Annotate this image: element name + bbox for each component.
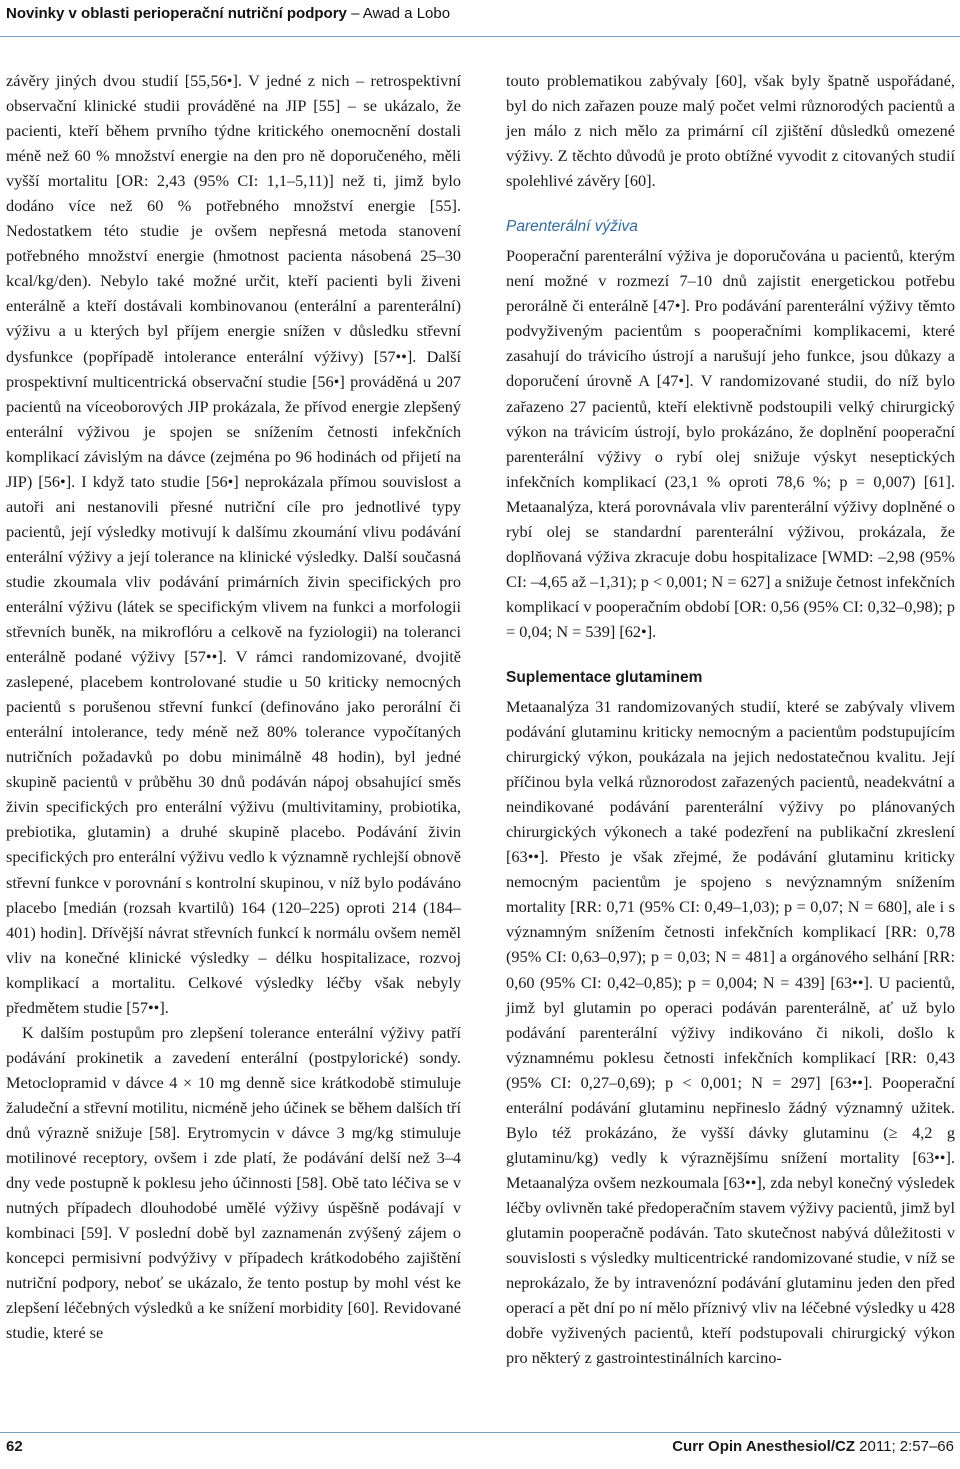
parenteral-paragraph-1: Pooperační parenterální výživa je doporučována u pacientů, kterým není možné v rozmezí 7–10 dnů zajistit energetickou potřebu perorálně či enterálně [47•]. Pro podávání parenterální výživy těmto podvyživeným pacientům s pooperačními komplikacemi, které zasahují do trávicího ústrojí a narušují jeho funkce, jsou důkazy a doporučení úrovně A [47•]. V randomizované studii, do níž bylo zařazeno 27 pacientů, kteří elektivně podstoupili velký chirurgický výkon na trávicím ústrojí, bylo prokázáno, že doplnění pooperační parenterální výživy o rybí olej snižuje výskyt neseptických infekčních komplikací (23,1 % oproti 78,6 %; p = 0,007) [61]. Metaanalýza, která porovnávala vliv parenterální výživy doplněné o rybí olej se standardní parenterální výživou, prokázala, že doplňovaná výživa zkracuje dobu hospitalizace [WMD: –2,98 (95% CI: –4,65 až –1,31); p < 0,001; N = 627] a snižuje četnost infekčních komplikací v pooperačním období [OR: 0,56 (95% CI: 0,32–0,98); p = 0,04; N = 539] [62•]. <box>506 246 955 641</box>
glutamine-paragraph-1: Metaanalýza 31 randomizovaných studií, které se zabývaly vlivem podávání glutaminu kriticky nemocným a pacientům podstupujícím chirurgický výkon, poukázala na jejich nedostatečnou kvalitu. Její příčinou byla velká různorodost zařazených pacientů, neadekvátní a neindikované podávání parenterální výživy po plánovaných chirurgických výkonech a také podezření na publikační zkreslení [63••]. Přesto je však zřejmé, že podávání glutaminu kriticky nemocným pacientům je spojeno s nevýznamným snížením mortality [RR: 0,71 (95% CI: 0,49–1,03); p = 0,07; N = 680], ale i s významným snížením četnosti infekčních komplikací [RR: 0,78 (95% CI: 0,63–0,97); p = 0,03; N = 481] a orgánového selhání [RR: 0,60 (95% CI: 0,42–0,85); p = 0,004; N = 439] [63••]. U pacientů, jimž byl glutamin po operaci podáván parenterálně, ať už bylo podávání parenterální výživy indikováno či nikoli, došlo k významnému poklesu četnosti infekčních komplikací [RR: 0,43 (95% CI: 0,27–0,69); p < 0,001; N = 297] [63••]. Pooperační enterální podávání glutaminu nepřineslo žádný významný užitek. Bylo též prokázáno, že vyšší dávky glutaminu (≥ 4,2 g glutaminu/kg) vedly k výraznějšímu snížení mortality [63••]. Metaanalýza ovšem nezkoumala [63••], zda nebyl konečný výsledek léčby ovlivněn také předoperačním stavem výživy pacientů, jimž byl glutamin pooperačně podáván. Tato skutečnost nabývá důležitosti v souvislosti s výsledky multicentrické randomizované studie, v níž se neprokázalo, že by intravenózní podávání glutaminu jeden den před operací a pět dní po ní mělo příznivý vliv na léčebné výsledky u 428 dobře vyživených pacientů, kteří podstupovali chirurgický výkon pro některý z gastrointestinálních karcino- <box>506 696 955 1368</box>
left-column <box>6 68 461 1345</box>
header-rule <box>0 36 960 37</box>
running-head-section: Novinky v oblasti perioperační nutriční podpory <box>6 5 347 22</box>
page-number: 62 <box>6 1438 23 1455</box>
section-heading-glutamine: Suplementace glutaminem <box>506 668 703 686</box>
footer-rule <box>0 1432 960 1433</box>
left-paragraph-2: K dalším postupům pro zlepšení tolerance enterální výživy patří podávání prokinetik a zavedení enterální (postpylorické) sondy. Metoclopramid v dávce 4 × 10 mg denně sice krátkodobě stimuluje žaludeční a střevní motilitu, nicméně jeho účinek se během dalších tří dnů výrazně snižuje [58]. Erytromycin v dávce 3 mg/kg stimuluje motilinové receptory, ovšem i zde platí, že podávání delší než 3–4 dny vede postupně k poklesu jeho účinnosti [58]. Obě tato léčiva se v nutných případech dlouhodobé umělé výživy úspěšně podávají v kombinaci [59]. V poslední době byl zaznamenán zvýšený zájem o koncepci permisivní podvýživy v případech krátkodobého zajištění nutriční podpory, neboť se ukázalo, že tento postup by mohl vést ke zlepšení léčebných výsledků a ke snížení morbidity [60]. Revidované studie, které se <box>6 1022 461 1343</box>
right-column <box>506 68 955 1370</box>
journal-name: Curr Opin Anesthesiol/CZ <box>672 1438 856 1455</box>
running-head-separator: – <box>346 5 363 22</box>
section-heading-parenteral: Parenterální výživa <box>506 218 638 236</box>
running-head-authors: Awad a Lobo <box>362 5 451 22</box>
right-intro-paragraph: touto problematikou zabývaly [60], však byly špatně uspořádané, byl do nich zařazen pouze malý počet velmi různorodých pacientů a jen málo z nich mělo za primární cíl zjištění důsledků omezené výživy. Z těchto důvodů je proto obtížné vyvodit z citovaných studií spolehlivé závěry [60]. <box>506 71 955 191</box>
left-paragraph-1: závěry jiných dvou studií [55,56•]. V jedné z nich – retrospektivní observační klinické studii prováděné na JIP [55] – se ukázalo, že pacienti, kteří během prvního týdne kritického onemocnění dostali méně než 60 % množství energie na den pro ně doporučeného, měli vyšší mortalitu [OR: 2,43 (95% CI: 1,1–5,11)] než ti, jimž bylo dodáno více než 60 % potřebného množství energie [55]. Nedostatkem této studie je ovšem nepřesná metoda stanovení potřebného množství energie (hmotnost pacienta násobená 25–30 kcal/kg/den). Nebylo také možné určit, kteří pacienti byli živeni enterálně a kteří dostávali kombinovanou (enterální a parenterální) výživu a u kterých byl příjem energie snížen v důsledku střevní dysfunkce (popřípadě intolerance enterální výživy) [57••]. Další prospektivní multicentrická observační studie [56•] prováděná u 207 pacientů na víceoborových JIP prokázala, že přívod energie zlepšený enterální výživou je spojen se snížením četnosti infekčních komplikací závislým na dávce (zejména po 96 hodinách od přijetí na JIP) [56•]. I když tato studie [56•] neprokázala přímou souvislost a autoři ani nestanovili přesné nutriční cíle pro jednotlivé typy pacientů, její výsledky motivují k dalšímu zkoumání vlivu podávání enterální výživy a její tolerance na klinické výsledky. Další současná studie zkoumala vliv podávání primárních živin specifických pro enterální výživu (látek se specifickým vlivem na funkci a morfologii střevních buněk, na mikroflóru a celkově na fyziologii) na toleranci enterálně podané výživy [57••]. V rámci randomizované, dvojitě zaslepené, placebem kontrolované studie u 50 kriticky nemocných pacientů s porušenou střevní funkcí (definováno jako perorální či enterální intolerance, tedy méně než 80% tolerance vypočítaných nutričních požadavků po dobu minimálně 48 hodin), byl jedné skupině pacientů v průběhu 30 dnů podáván nápoj obsahující směs živin specifických pro enterální výživu (multivitaminy, probiotika, prebiotika, glutamin) a druhé skupině placebo. Podávání živin specifických pro enterální výživu vedlo k významně rychlejší obnově střevní funkce v porovnání s kontrolní skupinou, v níž bylo podáváno placebo [medián (rozsah kvartilů) 164 (120–225) oproti 214 (184–401) hodin]. Dřívější návrat střevních funkcí k normálu ovšem neměl vliv na konečné klinické výsledky – délku hospitalizace, rozvoj komplikací a mortalitu. Celkové výsledky léčby však nebyly předmětem studie [57••]. <box>6 71 461 1017</box>
running-head <box>6 0 450 30</box>
journal-reference <box>672 1438 954 1455</box>
journal-citation: 2011; 2:57–66 <box>855 1438 954 1455</box>
